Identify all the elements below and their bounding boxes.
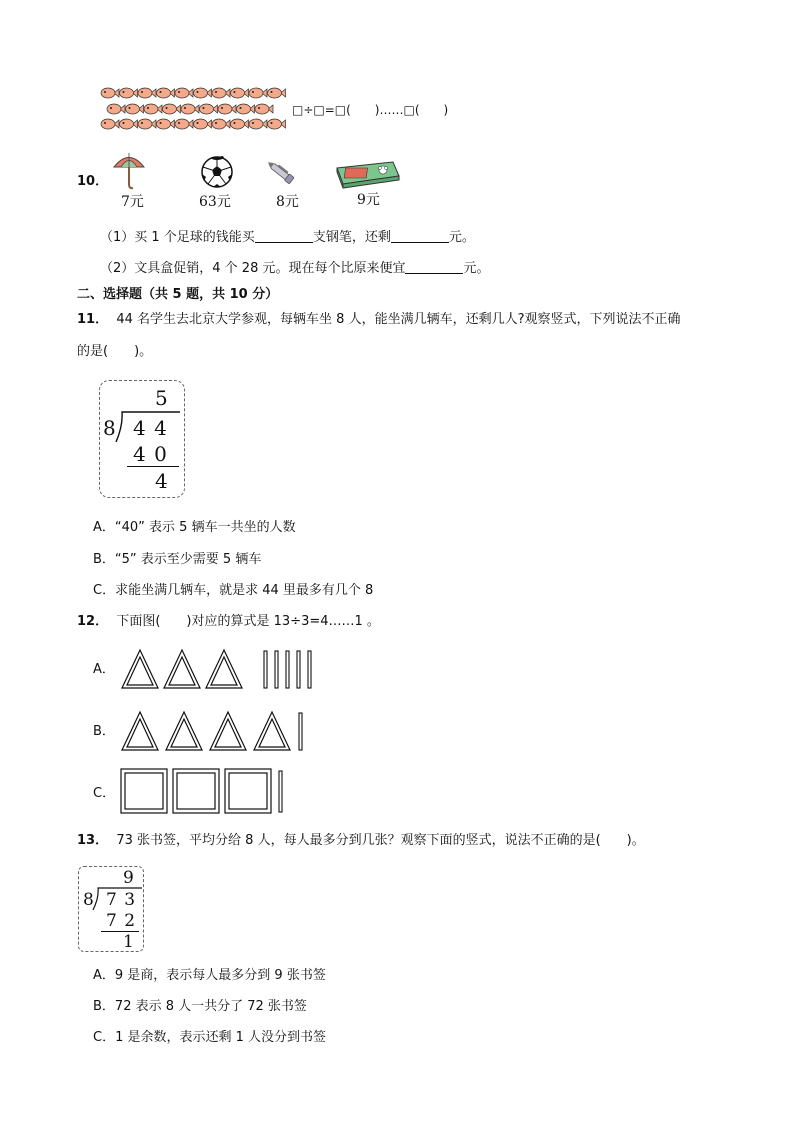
fish-icon — [231, 119, 249, 129]
q11-stem-line-1 — [77, 311, 680, 329]
q11-product: 4 0 — [133, 442, 168, 466]
soccer-ball-price: 63元 — [199, 194, 231, 210]
q13-product: 7 2 — [106, 911, 137, 931]
fish-icon — [218, 104, 236, 114]
fish-icon — [157, 88, 175, 98]
fish-icon — [157, 119, 175, 129]
q13-stem — [77, 832, 645, 850]
fish-icon — [120, 119, 138, 129]
fish-icon — [126, 104, 144, 114]
umbrella-icon — [112, 150, 146, 192]
fish-icon — [212, 88, 230, 98]
q11-number: 11． — [77, 312, 109, 327]
fish-icon — [200, 104, 218, 114]
q13-remainder: 1 — [123, 932, 134, 952]
q10-sub1-blank-pens[interactable] — [255, 229, 313, 243]
fish-group-image — [96, 84, 286, 134]
pencil-box-icon — [333, 158, 403, 190]
fish-icon — [107, 104, 125, 114]
q10-sub2-text-a: （2）文具盒促销，4 个 28 元。现在每个比原来便宜 — [100, 261, 406, 276]
q11-dividend: 4 4 — [133, 416, 168, 440]
q11-stem-line-2: 的是( )。 — [77, 344, 153, 359]
q10-sub1-text-c: 元。 — [448, 230, 475, 245]
soccer-ball-icon — [201, 156, 233, 188]
q11-option-a[interactable]: A．“40” 表示 5 辆车一共坐的人数 — [93, 520, 296, 535]
q13-stem-text: 73 张书签，平均分给 8 人，每人最多分到几张？观察下面的竖式，说法不正确的是( )。 — [116, 833, 645, 848]
q12-option-a-label[interactable]: A． — [93, 662, 115, 677]
fish-icon — [120, 88, 138, 98]
fish-icon — [181, 104, 199, 114]
q13-number: 13． — [77, 833, 109, 848]
fish-icon — [144, 104, 162, 114]
q10-sub1-blank-remainder[interactable] — [391, 229, 449, 243]
umbrella-price: 7元 — [121, 194, 144, 210]
q10-sub1-text-a: （1）买 1 个足球的钱能买 — [100, 230, 255, 245]
pen-icon — [266, 158, 300, 190]
fish-equation: □÷□=□( )……□( ) — [292, 103, 449, 117]
fish-icon — [249, 88, 267, 98]
q11-divisor: 8 — [103, 416, 116, 440]
q10-sub2-text-b: 元。 — [463, 261, 490, 276]
q10-subquestion-2 — [100, 260, 490, 278]
q11-option-c[interactable]: C．求能坐满几辆车，就是求 44 里最多有几个 8 — [93, 583, 374, 598]
q13-divisor: 8 — [83, 890, 94, 910]
fish-icon — [231, 88, 249, 98]
q12-option-c-figure[interactable] — [119, 767, 299, 815]
section-2-title: 二、选择题（共 5 题，共 10 分） — [77, 287, 279, 302]
q10-subquestion-1 — [100, 229, 475, 247]
q10-number: 10． — [77, 174, 109, 189]
q12-option-a-figure[interactable] — [120, 648, 320, 690]
q12-stem-text: 下面图( )对应的算式是 13÷3=4……1 。 — [116, 614, 380, 629]
q13-quotient: 9 — [123, 868, 134, 888]
q12-option-c-label[interactable]: C． — [93, 786, 116, 801]
fish-icon — [101, 119, 119, 129]
fish-icon — [249, 119, 267, 129]
fish-icon — [175, 119, 193, 129]
q13-option-a[interactable]: A．9 是商，表示每人最多分到 9 张书签 — [93, 968, 326, 983]
q12-number: 12． — [77, 614, 109, 629]
q13-option-b[interactable]: B．72 表示 8 人一共分了 72 张书签 — [93, 999, 307, 1014]
q11-remainder: 4 — [155, 469, 168, 493]
q13-option-c[interactable]: C．1 是余数，表示还剩 1 人没分到书签 — [93, 1030, 327, 1045]
q10-sub1-text-b: 支钢笔，还剩 — [312, 230, 391, 245]
fish-icon — [212, 119, 230, 129]
pen-price: 8元 — [276, 194, 299, 210]
fish-icon — [255, 104, 273, 114]
fish-icon — [194, 119, 212, 129]
q11-division-line — [127, 466, 179, 467]
fish-icon — [237, 104, 255, 114]
fish-icon — [268, 119, 286, 129]
q12-option-b-figure[interactable] — [120, 710, 310, 752]
pencil-box-price: 9元 — [357, 192, 380, 208]
q12-option-b-label[interactable]: B． — [93, 724, 115, 739]
q12-stem — [77, 613, 380, 631]
fish-icon — [138, 119, 156, 129]
fish-icon — [163, 104, 181, 114]
q11-quotient: 5 — [155, 386, 168, 410]
q11-option-b[interactable]: B．“5” 表示至少需要 5 辆车 — [93, 552, 262, 567]
fish-icon — [138, 88, 156, 98]
q10-sub2-blank-discount[interactable] — [405, 260, 463, 274]
fish-icon — [194, 88, 212, 98]
q13-dividend: 7 3 — [106, 890, 137, 910]
fish-icon — [101, 88, 119, 98]
fish-icon — [268, 88, 286, 98]
q11-stem-text: 44 名学生去北京大学参观，每辆车坐 8 人，能坐满几辆车，还剩几人?观察竖式，下列说法不正确 — [116, 312, 681, 327]
fish-icon — [175, 88, 193, 98]
